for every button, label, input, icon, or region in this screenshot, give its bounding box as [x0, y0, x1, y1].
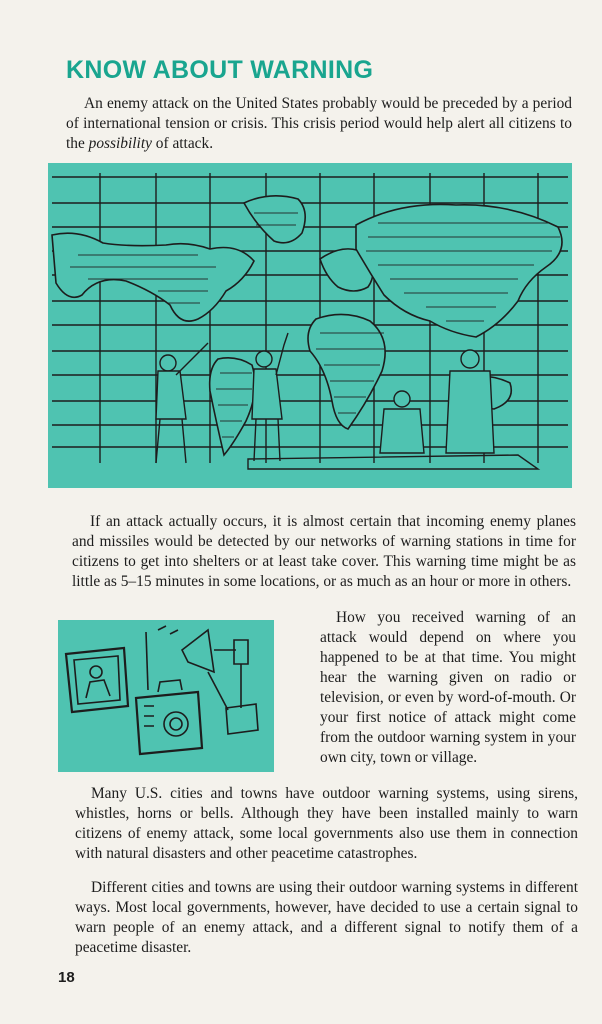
television-icon: [66, 648, 128, 712]
radio-tv-drawing: [58, 620, 274, 772]
world-map-illustration: [48, 163, 572, 488]
intro-paragraph: [66, 94, 572, 154]
how-warned-paragraph: How you received warning of an attack would depend on where you happened to be at that time. You might hear the warning given on radio or television, or even by word-of-mouth. Or your first notice of attack might come from the outdoor warning system in your own city, town or village.: [320, 609, 576, 766]
signals-paragraph: Different cities and towns are using their outdoor warning systems in different ways. Most local governments, however, have decided to use a certain signal to warn people of an enemy attack, and a different signal to notify them of a peacetime disaster.: [75, 879, 578, 956]
intro-text-start: An enemy attack on the United States probably would be preceded by a period of international tension or crisis. This crisis period would help alert all citizens to the: [66, 95, 572, 152]
radio-tv-illustration: [58, 620, 274, 772]
page-title: KNOW ABOUT WARNING: [66, 56, 374, 84]
radio-icon: [136, 680, 202, 754]
page-number: 18: [58, 969, 75, 986]
world-map-drawing: [48, 163, 572, 488]
warning-time-paragraph: If an attack actually occurs, it is almost certain that incoming enemy planes and missiles would be detected by our networks of warning stations in time for citizens to get into shelters or at least take cover. This warning time might be as little as 5–15 minutes in some locations, or as much as an hour or more in others.: [72, 513, 576, 590]
outdoor-systems-paragraph: Many U.S. cities and towns have outdoor warning systems, using sirens, whistles, horns or bells. Although they have been installed mainly to warn citizens of enemy attack, some local governments also use them in connection with natural disasters and other peacetime catastrophes.: [75, 785, 578, 862]
loudspeaker-horn-icon: [146, 626, 258, 734]
intro-text-end: of attack.: [151, 135, 214, 152]
intro-emphasis: possibility: [88, 135, 152, 152]
